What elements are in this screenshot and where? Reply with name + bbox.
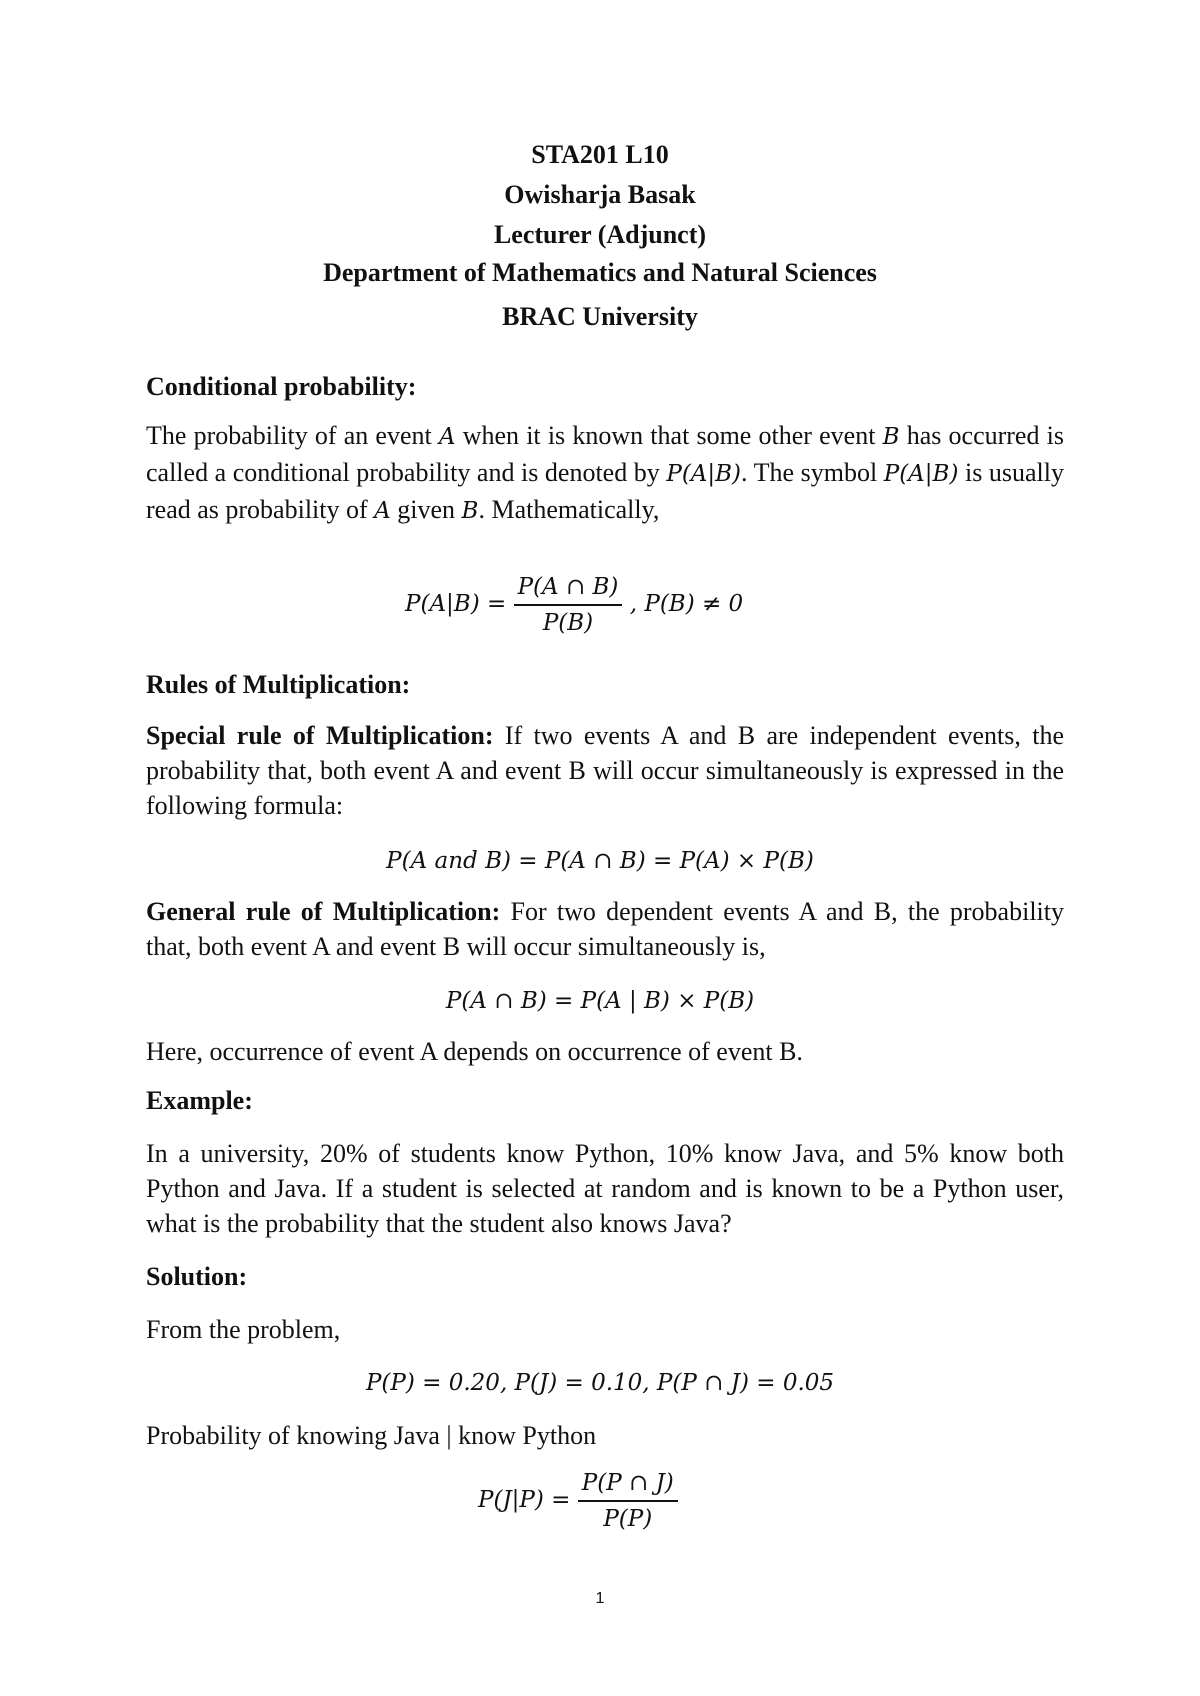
special-rule-paragraph: Special rule of Multiplication: If two events A and B are independent events, the probability that, both event A and event B will occur simultaneously is expressed in the following formula: — [146, 721, 1065, 820]
general-rule-formula: P(A ∩ B) = P(A | B) × P(B) — [445, 988, 755, 1014]
conditional-formula: P(A|B) = $\frac{P(A \cap B)}{P(B)}$ , P(B) ≠ 0 — [405, 574, 744, 636]
university-name: BRAC University — [502, 302, 698, 331]
given-values: P(P) = 0.20, P(J) = 0.10, P(P ∩ J) = 0.05 — [365, 1370, 835, 1396]
example-text: In a university, 20% of students know Python, 10% know Java, and 5% know both Python and Java. If a student is selected at random and is known to be a Python user, what is the probability that the student also knows Java? — [146, 1139, 1064, 1238]
page-number: 1 — [595, 1590, 605, 1607]
multiplication-heading: Rules of Multiplication: — [146, 670, 411, 699]
conditional-probability-heading: Conditional probability: — [146, 372, 417, 401]
solution-heading: Solution: — [146, 1262, 248, 1291]
solution-formula: P(J|P) = $\frac{P(P \cap J)}{P(P)}$ — [478, 1470, 678, 1532]
department-name: Department of Mathematics and Natural Sciences — [323, 258, 877, 287]
solution-intro: From the problem, — [146, 1315, 341, 1344]
general-rule-paragraph: General rule of Multiplication: For two dependent events A and B, the probability that, both event A and event B will occur simultaneously is, — [146, 897, 1064, 961]
special-rule-formula: P(A and B) = P(A ∩ B) = P(A) × P(B) — [386, 848, 814, 874]
author-role: Lecturer (Adjunct) — [493, 220, 707, 249]
course-code: STA201 L10 — [531, 140, 669, 169]
solution-question: Probability of knowing Java | know Python — [146, 1421, 597, 1450]
dependency-note: Here, occurrence of event A depends on occurrence of event B. — [146, 1037, 803, 1066]
example-heading: Example: — [146, 1086, 253, 1115]
conditional-definition: The probability of an event A when it is known that some other event B has occurred is called a conditional probability and is denoted by P(A|B). The symbol P(A|B) is usually read as probability of A given B. Mathematically, — [146, 421, 1064, 524]
author-name: Owisharja Basak — [504, 180, 696, 209]
